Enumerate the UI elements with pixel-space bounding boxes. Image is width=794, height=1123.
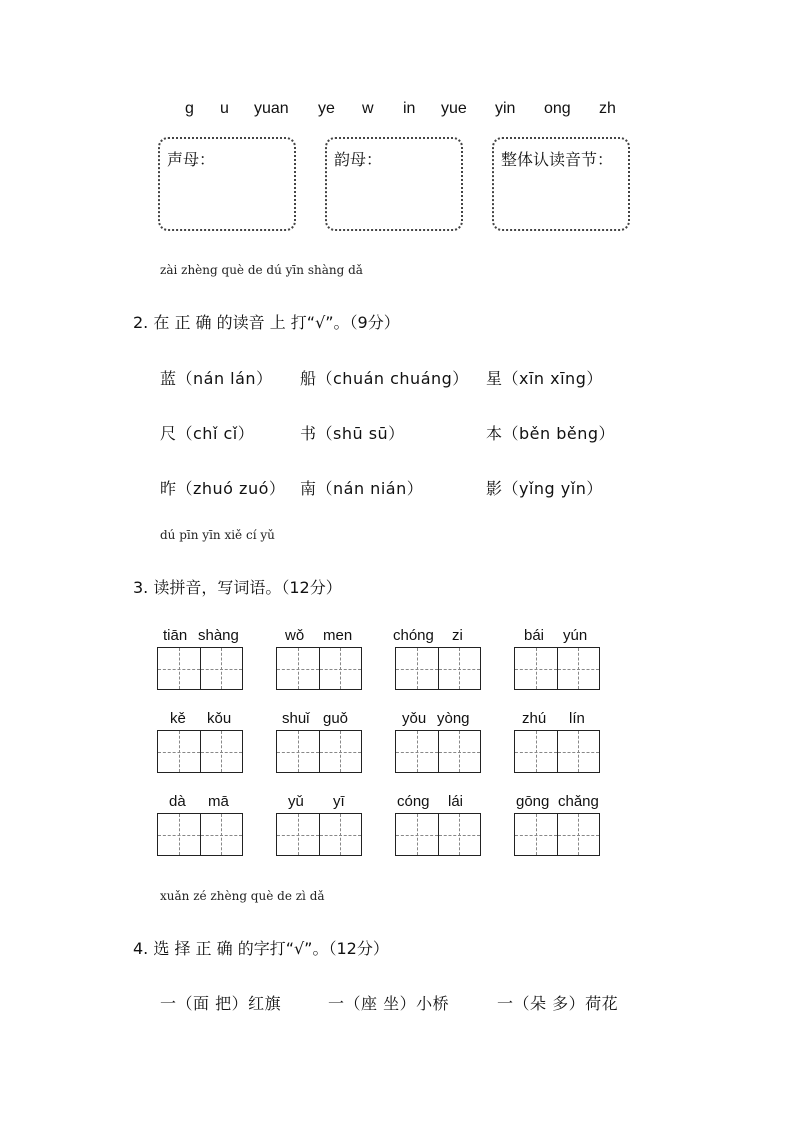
- pinyin-syllable: kǒu: [207, 710, 232, 727]
- pinyin-hint-q3: dú pīn yīn xiě cí yǔ: [160, 528, 275, 542]
- letter: w: [362, 100, 374, 117]
- pinyin-syllable: dà: [169, 793, 186, 810]
- box-label: 韵母：: [334, 150, 383, 169]
- pinyin-syllable: yǒu: [402, 710, 427, 727]
- writing-grid[interactable]: [514, 813, 600, 856]
- pinyin-syllable: wǒ: [285, 627, 305, 644]
- pinyin-syllable: yún: [563, 627, 588, 644]
- pinyin-syllable: cóng: [397, 793, 430, 810]
- pinyin-syllable: kě: [170, 710, 186, 727]
- writing-grid[interactable]: [514, 647, 600, 690]
- letter: ye: [318, 100, 335, 117]
- box-label: 声母：: [167, 150, 216, 169]
- q2-item: 船（chuán chuáng）: [300, 369, 469, 388]
- letter: zh: [599, 100, 616, 117]
- pinyin-syllable: yòng: [437, 710, 470, 727]
- finals-box[interactable]: [325, 137, 463, 231]
- pinyin-syllable: shuǐ: [282, 710, 310, 727]
- pinyin-syllable: mā: [208, 793, 229, 810]
- q2-item: 南（nán nián）: [300, 479, 424, 498]
- pinyin-syllable: yī: [333, 793, 345, 810]
- box-label: 整体认读音节：: [501, 150, 614, 169]
- writing-grid[interactable]: [276, 813, 362, 856]
- q4-item: 一（座 坐）小桥: [328, 994, 450, 1013]
- writing-grid[interactable]: [157, 730, 243, 773]
- question-3-title: 3. 读拼音，写词语。（12分）: [133, 578, 342, 597]
- letter: yin: [495, 100, 516, 117]
- whole-syllables-box[interactable]: [492, 137, 630, 231]
- pinyin-syllable: gōng: [516, 793, 550, 810]
- writing-grid[interactable]: [395, 813, 481, 856]
- letter: yue: [441, 100, 467, 117]
- pinyin-syllable: yǔ: [288, 793, 304, 810]
- pinyin-syllable: chóng: [393, 627, 434, 644]
- question-4-title: 4. 选 择 正 确 的字打“√”。（12分）: [133, 939, 389, 958]
- writing-grid[interactable]: [157, 813, 243, 856]
- letter: yuan: [254, 100, 289, 117]
- pinyin-hint-q4: xuǎn zé zhèng què de zì dǎ: [160, 889, 325, 903]
- letter: ong: [544, 100, 571, 117]
- q4-item: 一（朵 多）荷花: [497, 994, 619, 1013]
- question-2-title: 2. 在 正 确 的读音 上 打“√”。（9分）: [133, 313, 400, 332]
- writing-grid[interactable]: [395, 730, 481, 773]
- writing-grid[interactable]: [514, 730, 600, 773]
- q2-item: 星（xīn xīng）: [486, 369, 603, 388]
- pinyin-syllable: zhú: [522, 710, 547, 727]
- letter: g: [185, 100, 194, 117]
- q2-item: 尺（chǐ cǐ）: [160, 424, 255, 443]
- q2-item: 蓝（nán lán）: [160, 369, 273, 388]
- q2-item: 昨（zhuó zuó）: [160, 479, 286, 498]
- q4-item: 一（面 把）红旗: [160, 994, 282, 1013]
- writing-grid[interactable]: [276, 730, 362, 773]
- pinyin-syllable: bái: [524, 627, 545, 644]
- q2-item: 书（shū sū）: [300, 424, 405, 443]
- letter: in: [403, 100, 416, 117]
- q2-item: 影（yǐng yǐn）: [486, 479, 603, 498]
- initials-box[interactable]: [158, 137, 296, 231]
- pinyin-syllable: lái: [448, 793, 464, 810]
- pinyin-syllable: tiān: [163, 627, 188, 644]
- pinyin-hint-q2: zài zhèng què de dú yīn shàng dǎ: [160, 263, 363, 277]
- q2-item: 本（běn běng）: [486, 424, 616, 443]
- writing-grid[interactable]: [276, 647, 362, 690]
- pinyin-syllable: lín: [569, 710, 585, 727]
- pinyin-syllable: guǒ: [323, 710, 349, 727]
- pinyin-syllable: chǎng: [558, 793, 599, 810]
- pinyin-syllable: men: [323, 627, 353, 644]
- writing-grid[interactable]: [157, 647, 243, 690]
- letter: u: [220, 100, 229, 117]
- writing-grid[interactable]: [395, 647, 481, 690]
- pinyin-syllable: zi: [452, 627, 463, 644]
- pinyin-syllable: shàng: [198, 627, 239, 644]
